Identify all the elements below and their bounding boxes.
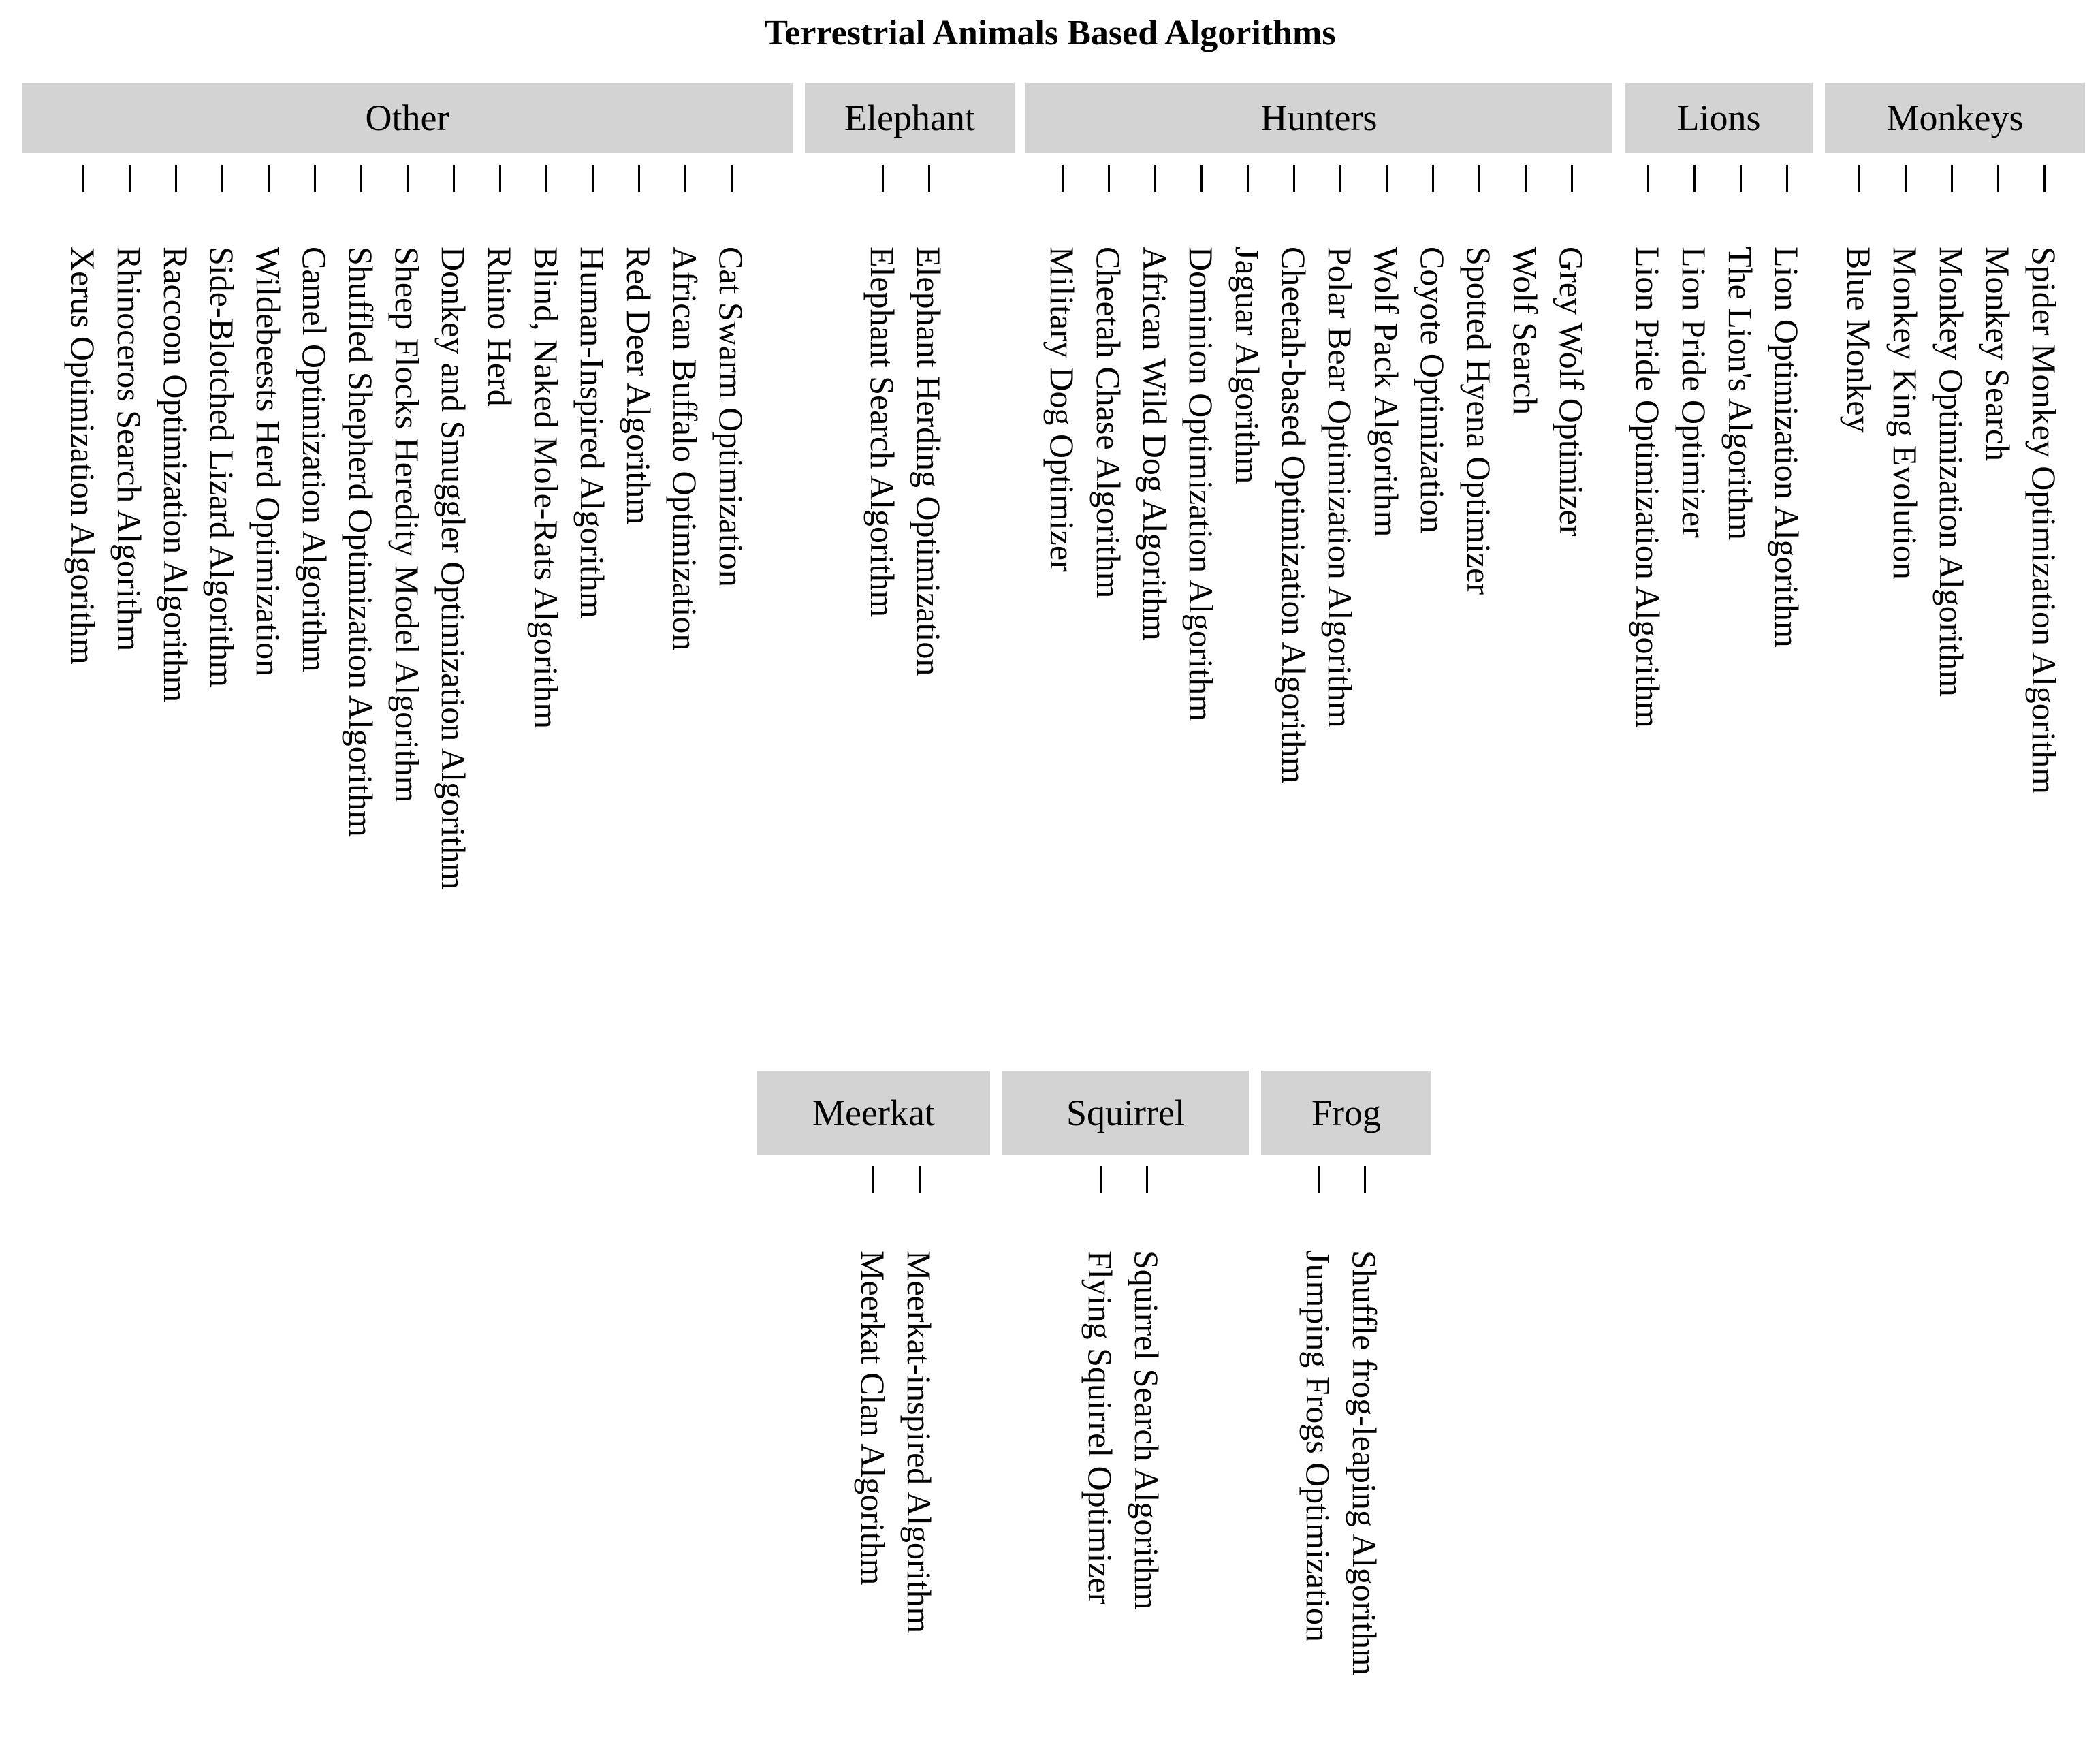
connector-tick	[268, 165, 270, 192]
algorithm-label: Shuffle frog-leaping Algorithm	[1346, 1250, 1384, 1675]
algorithm-label: Spotted Hyena Optimizer	[1460, 247, 1498, 595]
algorithm-label: Monkey Search	[1979, 247, 2017, 462]
diagram-title: Terrestrial Animals Based Algorithms	[764, 14, 1336, 52]
connector-tick	[1647, 165, 1649, 192]
category-header-hunters: Hunters	[1025, 83, 1612, 153]
algorithm-label: Elephant Herding Optimization	[910, 247, 948, 676]
algorithm-label: Wolf Pack Algorithm	[1367, 247, 1405, 537]
algorithm-label: Squirrel Search Algorithm	[1128, 1250, 1166, 1610]
algorithm-label: Camel Optimization Algorithm	[296, 247, 334, 672]
connector-tick	[221, 165, 223, 192]
algorithm-label: Blue Monkey	[1840, 247, 1878, 433]
connector-tick	[1108, 165, 1110, 192]
algorithm-label: Lion Optimization Algorithm	[1768, 247, 1806, 648]
category-header-monkeys: Monkeys	[1825, 83, 2085, 153]
connector-tick	[1154, 165, 1156, 192]
algorithm-label: Meerkat Clan Algorithm	[854, 1250, 892, 1586]
algorithm-label: Grey Wolf Optimizer	[1553, 247, 1591, 537]
algorithm-label: Wildebeests Herd Optimization	[249, 247, 287, 677]
connector-tick	[1997, 165, 1999, 192]
algorithm-label: Monkey King Evolution	[1886, 247, 1924, 580]
algorithm-label: Coyote Optimization	[1414, 247, 1452, 533]
connector-tick	[1951, 165, 1953, 192]
algorithm-label: Rhino Herd	[481, 247, 519, 407]
connector-tick	[872, 1166, 874, 1193]
algorithm-label: Cat Swarm Optimization	[712, 247, 750, 587]
connector-tick	[1146, 1166, 1148, 1193]
connector-tick	[1293, 165, 1295, 192]
algorithm-label: Rhinoceros Search Algorithm	[110, 247, 148, 652]
connector-tick	[1786, 165, 1788, 192]
category-header-meerkat: Meerkat	[757, 1071, 990, 1155]
connector-tick	[1386, 165, 1388, 192]
algorithm-label: Shuffled Shepherd Optimization Algorithm	[342, 247, 380, 838]
algorithm-label: Red Deer Algorithm	[620, 247, 658, 525]
algorithm-label: Polar Bear Optimization Algorithm	[1321, 247, 1359, 728]
connector-tick	[407, 165, 409, 192]
connector-tick	[1318, 1166, 1320, 1193]
algorithm-label: The Lion's Algorithm	[1721, 247, 1760, 541]
connector-tick	[928, 165, 930, 192]
connector-tick	[2043, 165, 2046, 192]
connector-tick	[919, 1166, 921, 1193]
connector-tick	[314, 165, 316, 192]
algorithm-label: Elephant Search Algorithm	[863, 247, 902, 618]
algorithm-label: Wolf Search	[1506, 247, 1544, 415]
category-header-lions: Lions	[1625, 83, 1813, 153]
connector-tick	[1858, 165, 1860, 192]
connector-tick	[499, 165, 501, 192]
connector-tick	[1364, 1166, 1366, 1193]
connector-tick	[1478, 165, 1480, 192]
connector-tick	[882, 165, 884, 192]
algorithm-label: Human-Inspired Algorithm	[573, 247, 611, 618]
algorithm-label: Cheetah Chase Algorithm	[1089, 247, 1128, 599]
algorithm-label: Jumping Frogs Optimization	[1299, 1250, 1337, 1642]
algorithm-label: Dominion Optimization Algorithm	[1182, 247, 1220, 722]
connector-tick	[1693, 165, 1696, 192]
algorithm-label: African Buffalo Optimization	[666, 247, 704, 651]
algorithm-label: Donkey and Smuggler Optimization Algorithm	[434, 247, 473, 890]
algorithm-label: Jaguar Algorithm	[1228, 247, 1267, 484]
category-header-squirrel: Squirrel	[1002, 1071, 1249, 1155]
algorithm-label: Military Dog Optimizer	[1043, 247, 1081, 572]
category-header-other: Other	[22, 83, 793, 153]
category-header-elephant: Elephant	[805, 83, 1015, 153]
algorithm-label: Blind, Naked Mole-Rats Algorithm	[527, 247, 565, 729]
connector-tick	[592, 165, 594, 192]
algorithm-label: Side-Blotched Lizard Algorithm	[203, 247, 241, 688]
connector-tick	[1200, 165, 1203, 192]
algorithm-label: African Wild Dog Algorithm	[1136, 247, 1174, 641]
connector-tick	[1247, 165, 1249, 192]
algorithm-label: Raccoon Optimization Algorithm	[157, 247, 195, 703]
algorithm-label: Flying Squirrel Optimizer	[1081, 1250, 1119, 1605]
connector-tick	[638, 165, 640, 192]
connector-tick	[545, 165, 547, 192]
connector-tick	[684, 165, 686, 192]
algorithm-label: Lion Pride Optimizer	[1675, 247, 1713, 538]
connector-tick	[129, 165, 131, 192]
connector-tick	[1432, 165, 1434, 192]
category-header-frog: Frog	[1261, 1071, 1431, 1155]
connector-tick	[731, 165, 733, 192]
connector-tick	[1571, 165, 1573, 192]
connector-tick	[1339, 165, 1341, 192]
algorithm-label: Lion Pride Optimization Algorithm	[1629, 247, 1667, 728]
algorithm-label: Cheetah-based Optimization Algorithm	[1275, 247, 1313, 784]
connector-tick	[175, 165, 177, 192]
connector-tick	[82, 165, 84, 192]
connector-tick	[453, 165, 455, 192]
algorithm-label: Sheep Flocks Heredity Model Algorithm	[388, 247, 426, 803]
connector-tick	[1100, 1166, 1102, 1193]
algorithm-label: Spider Monkey Optimization Algorithm	[2025, 247, 2063, 795]
connector-tick	[1740, 165, 1742, 192]
connector-tick	[1062, 165, 1064, 192]
connector-tick	[360, 165, 362, 192]
connector-tick	[1525, 165, 1527, 192]
connector-tick	[1905, 165, 1907, 192]
algorithm-label: Meerkat-inspired Algorithm	[900, 1250, 938, 1634]
algorithm-label: Xerus Optimization Algorithm	[64, 247, 102, 665]
algorithm-label: Monkey Optimization Algorithm	[1932, 247, 1971, 697]
